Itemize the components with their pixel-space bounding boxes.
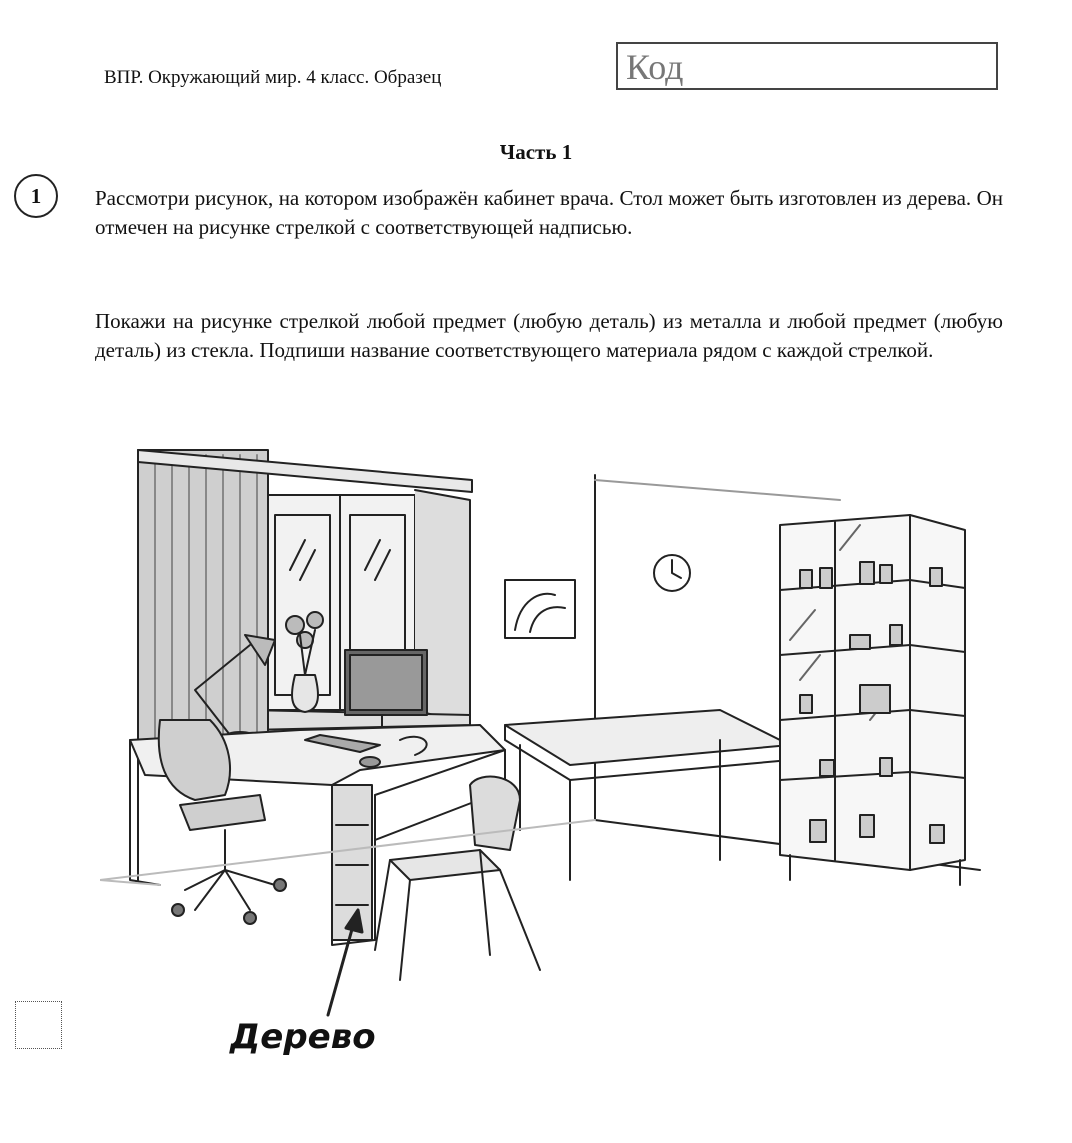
- score-box[interactable]: [15, 1001, 62, 1049]
- code-label: Код: [626, 47, 684, 87]
- header-title: ВПР. Окружающий мир. 4 класс. Образец: [104, 67, 442, 88]
- task-paragraph-1: Рассмотри рисунок, на котором изображён кабинет врача. Стол может быть изготовлен из дерева. Он отмечен на рисунке стрелкой с соответствующей надписью.: [95, 186, 1003, 239]
- part-title: Часть 1: [499, 140, 573, 164]
- wall-clock: [654, 555, 690, 591]
- task-number: 1: [30, 183, 42, 208]
- examination-couch: [505, 710, 790, 880]
- task-paragraph-2: Покажи на рисунке стрелкой любой предмет (любую деталь) из металла и любой предмет (любую деталь) из стекла. Подпиши название соответствующего материала рядом с каждой стрелкой.: [95, 309, 1003, 362]
- wall-picture: [505, 580, 575, 638]
- medicine-cabinet: [780, 515, 965, 885]
- visitor-chair: [375, 777, 540, 980]
- code-field[interactable]: [616, 42, 998, 90]
- task-number-badge: [14, 174, 58, 218]
- wood-label: Дерево: [230, 1017, 376, 1057]
- doctor-office-illustration[interactable]: [100, 440, 1000, 1070]
